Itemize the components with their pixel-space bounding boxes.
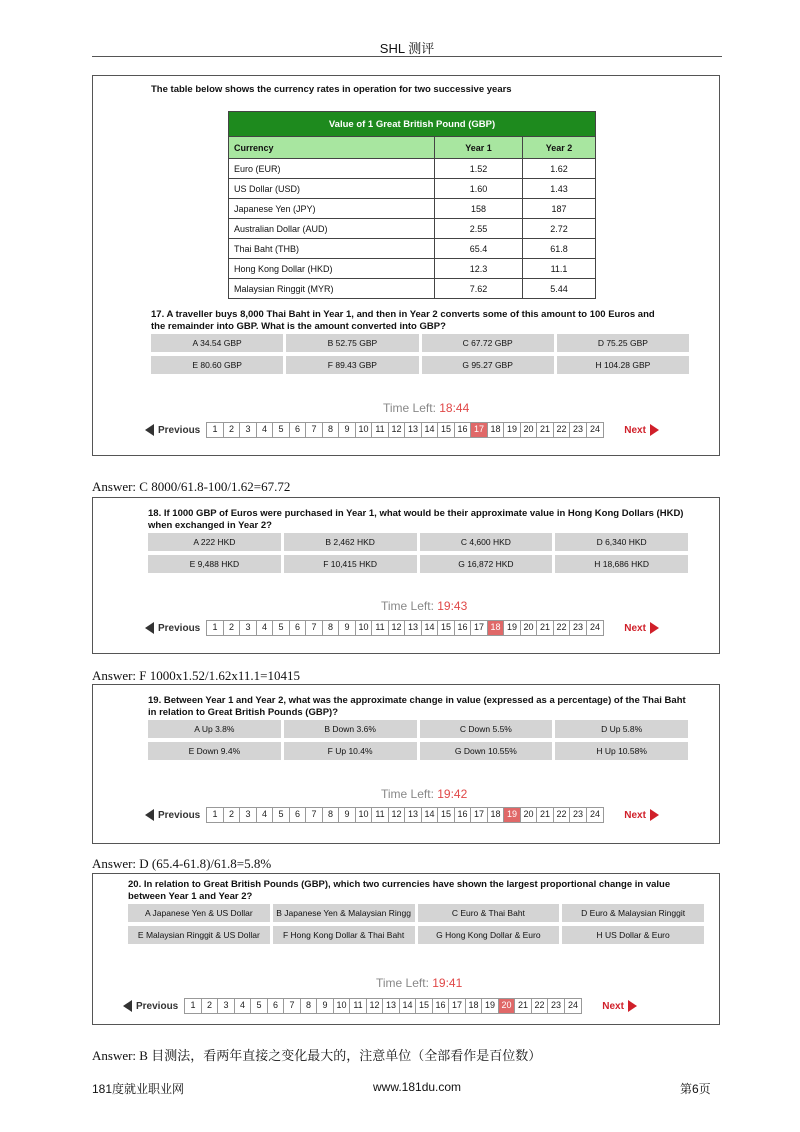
- arrow-left-icon: [145, 809, 154, 821]
- page-button-2[interactable]: 2: [202, 999, 219, 1013]
- option-d[interactable]: D 75.25 GBP: [557, 334, 689, 352]
- arrow-right-icon: [650, 622, 659, 634]
- arrow-left-icon: [145, 622, 154, 634]
- question-text: 17. A traveller buys 8,000 Thai Baht in Year 1, and then in Year 2 converts some of this amount to 100 Euros and the remainder into GBP. What is the amount converted into GBP?: [151, 309, 655, 332]
- page-button-6[interactable]: 6: [290, 423, 307, 437]
- cell-year1: 158: [435, 199, 523, 219]
- arrow-right-icon: [650, 809, 659, 821]
- page-button-6[interactable]: 6: [290, 808, 307, 822]
- next-label: Next: [624, 809, 646, 821]
- page-button-15[interactable]: 15: [438, 808, 455, 822]
- option-h[interactable]: H Up 10.58%: [555, 742, 688, 760]
- page-button-21[interactable]: 21: [515, 999, 532, 1013]
- page-button-23[interactable]: 23: [570, 423, 587, 437]
- cell-year2: 1.43: [523, 179, 596, 199]
- arrow-right-icon: [628, 1000, 637, 1012]
- page-button-17[interactable]: 17: [471, 808, 488, 822]
- arrow-left-icon: [145, 424, 154, 436]
- page-button-11[interactable]: 11: [350, 999, 367, 1013]
- col-currency: Currency: [229, 137, 435, 159]
- next-button[interactable]: [624, 424, 659, 436]
- page-button-20[interactable]: 20: [499, 999, 516, 1013]
- option-h[interactable]: H 104.28 GBP: [557, 356, 689, 374]
- question-20-panel: [92, 873, 720, 1025]
- page-button-23[interactable]: 23: [570, 808, 587, 822]
- option-b[interactable]: B 2,462 HKD: [284, 533, 417, 551]
- page-button-24[interactable]: 24: [589, 809, 600, 819]
- page-button-24[interactable]: 24: [589, 424, 600, 434]
- option-g[interactable]: G 95.27 GBP: [422, 356, 554, 374]
- cell-year2: 5.44: [523, 279, 596, 299]
- next-label: Next: [624, 424, 646, 436]
- option-g[interactable]: G 16,872 HKD: [420, 555, 553, 573]
- page-button-14[interactable]: 14: [422, 423, 439, 437]
- page-button-1[interactable]: 1: [185, 999, 202, 1013]
- page-button-1[interactable]: 1: [207, 621, 224, 635]
- cell-currency: US Dollar (USD): [229, 179, 435, 199]
- page-button-18[interactable]: 18: [488, 808, 505, 822]
- page-button-11[interactable]: 11: [372, 621, 389, 635]
- option-f[interactable]: F Up 10.4%: [284, 742, 417, 760]
- page-button-21[interactable]: 21: [537, 621, 554, 635]
- page-button-14[interactable]: 14: [422, 808, 439, 822]
- option-c[interactable]: C Euro & Thai Baht: [418, 904, 560, 922]
- option-e[interactable]: E 9,488 HKD: [148, 555, 281, 573]
- option-b[interactable]: B 52.75 GBP: [286, 334, 418, 352]
- page-button-12[interactable]: 12: [367, 999, 384, 1013]
- page-button-16[interactable]: 16: [455, 621, 472, 635]
- page-button-5[interactable]: 5: [251, 999, 268, 1013]
- page-button-24[interactable]: 24: [567, 1000, 578, 1010]
- page-button-17[interactable]: 17: [471, 423, 488, 437]
- cell-year2: 61.8: [523, 239, 596, 259]
- page-button-5[interactable]: 5: [273, 621, 290, 635]
- page-button-20[interactable]: 20: [521, 621, 538, 635]
- table-row: [229, 259, 596, 279]
- option-c[interactable]: C 67.72 GBP: [422, 334, 554, 352]
- answer-options: [128, 904, 704, 944]
- page-button-10[interactable]: 10: [334, 999, 351, 1013]
- page-button-9[interactable]: 9: [339, 621, 356, 635]
- previous-button[interactable]: [145, 622, 200, 634]
- page-button-4[interactable]: 4: [257, 621, 274, 635]
- page-button-10[interactable]: 10: [356, 621, 373, 635]
- cell-currency: Malaysian Ringgit (MYR): [229, 279, 435, 299]
- col-year2: Year 2: [523, 137, 596, 159]
- option-e[interactable]: E Down 9.4%: [148, 742, 281, 760]
- time-left: [381, 599, 467, 613]
- answer-19: Answer: D (65.4-61.8)/61.8=5.8%: [92, 856, 272, 871]
- pagination: [145, 807, 659, 823]
- option-g[interactable]: G Down 10.55%: [420, 742, 553, 760]
- footer-left: 181度就业职业网: [92, 1082, 185, 1096]
- page-button-5[interactable]: 5: [273, 423, 290, 437]
- time-left-label: Time Left:: [381, 599, 434, 613]
- page-button-21[interactable]: 21: [537, 808, 554, 822]
- page-button-18[interactable]: 18: [488, 423, 505, 437]
- answer-18: Answer: F 1000x1.52/1.62x11.1=10415: [92, 668, 300, 683]
- page-button-2[interactable]: 2: [224, 808, 241, 822]
- page-button-24[interactable]: 24: [589, 622, 600, 632]
- col-year1: Year 1: [435, 137, 523, 159]
- question-19-panel: [92, 684, 720, 844]
- option-e[interactable]: E Malaysian Ringgit & US Dollar: [128, 926, 270, 944]
- option-e[interactable]: E 80.60 GBP: [151, 356, 283, 374]
- cell-currency: Euro (EUR): [229, 159, 435, 179]
- page-button-2[interactable]: 2: [224, 621, 241, 635]
- previous-label: Previous: [158, 424, 201, 436]
- answer-options: [148, 720, 688, 760]
- page-button-7[interactable]: 7: [306, 423, 323, 437]
- page-button-7[interactable]: 7: [284, 999, 301, 1013]
- arrow-right-icon: [650, 424, 659, 436]
- page-button-10[interactable]: 10: [356, 423, 373, 437]
- page-button-9[interactable]: 9: [339, 423, 356, 437]
- page-button-12[interactable]: 12: [389, 423, 406, 437]
- time-left: [381, 787, 467, 801]
- page-button-19[interactable]: 19: [504, 423, 521, 437]
- page-button-8[interactable]: 8: [323, 808, 340, 822]
- cell-currency: Thai Baht (THB): [229, 239, 435, 259]
- page-button-19[interactable]: 19: [482, 999, 499, 1013]
- page-button-22[interactable]: 22: [554, 621, 571, 635]
- page-button-8[interactable]: 8: [301, 999, 318, 1013]
- page-button-15[interactable]: 15: [438, 621, 455, 635]
- page-list: [184, 998, 582, 1014]
- page-button-15[interactable]: 15: [416, 999, 433, 1013]
- option-h[interactable]: H 18,686 HKD: [555, 555, 688, 573]
- page-button-7[interactable]: 7: [306, 621, 323, 635]
- page-button-16[interactable]: 16: [433, 999, 450, 1013]
- previous-button[interactable]: [145, 424, 200, 436]
- page-button-3[interactable]: 3: [218, 999, 235, 1013]
- cell-year1: 2.55: [435, 219, 523, 239]
- previous-label: Previous: [158, 809, 201, 821]
- page-button-17[interactable]: 17: [471, 621, 488, 635]
- next-label: Next: [602, 1000, 624, 1012]
- time-left: [383, 401, 469, 415]
- question-text: 20. In relation to Great British Pounds (GBP), which two currencies have shown the largest proportional change in value between Year 1 and Year 2?: [128, 879, 671, 902]
- time-left-label: Time Left:: [383, 401, 436, 415]
- page-button-3[interactable]: 3: [240, 808, 257, 822]
- page-button-3[interactable]: 3: [240, 621, 257, 635]
- page-list: [206, 620, 604, 636]
- cell-year2: 1.62: [523, 159, 596, 179]
- page-button-6[interactable]: 6: [268, 999, 285, 1013]
- question-text: 19. Between Year 1 and Year 2, what was the approximate change in value (expressed as a percentage) of the Thai Baht in relation to Great British Pounds (GBP)?: [148, 695, 686, 718]
- question-text: 18. If 1000 GBP of Euros were purchased in Year 1, what would be their approximate value in Hong Kong Dollars (HKD) when exchanged in Year 2?: [148, 508, 684, 531]
- pagination: [145, 620, 659, 636]
- page-button-19[interactable]: 19: [504, 621, 521, 635]
- question-18-panel: [92, 497, 720, 654]
- time-left-value: 19:42: [437, 787, 468, 801]
- page-header: SHL 测评: [379, 41, 435, 56]
- pagination: [123, 998, 637, 1014]
- page-button-20[interactable]: 20: [521, 423, 538, 437]
- page-button-19[interactable]: 19: [504, 808, 521, 822]
- page-button-18[interactable]: 18: [466, 999, 483, 1013]
- time-left-value: 18:44: [439, 401, 470, 415]
- page-button-12[interactable]: 12: [389, 621, 406, 635]
- page-button-5[interactable]: 5: [273, 808, 290, 822]
- currency-table: [228, 111, 596, 299]
- option-f[interactable]: F 10,415 HKD: [284, 555, 417, 573]
- page-button-9[interactable]: 9: [317, 999, 334, 1013]
- previous-button[interactable]: [145, 809, 200, 821]
- page-button-1[interactable]: 1: [207, 808, 224, 822]
- page-button-13[interactable]: 13: [405, 621, 422, 635]
- page-list: [206, 422, 604, 438]
- page-button-7[interactable]: 7: [306, 808, 323, 822]
- option-f[interactable]: F 89.43 GBP: [286, 356, 418, 374]
- page-button-13[interactable]: 13: [405, 423, 422, 437]
- cell-year1: 7.62: [435, 279, 523, 299]
- cell-year2: 11.1: [523, 259, 596, 279]
- option-h[interactable]: H US Dollar & Euro: [562, 926, 704, 944]
- page-button-10[interactable]: 10: [356, 808, 373, 822]
- cell-currency: Japanese Yen (JPY): [229, 199, 435, 219]
- next-label: Next: [624, 622, 646, 634]
- page-button-14[interactable]: 14: [422, 621, 439, 635]
- cell-year1: 1.60: [435, 179, 523, 199]
- next-button[interactable]: [624, 622, 659, 634]
- answer-17: Answer: C 8000/61.8-100/1.62=67.72: [92, 479, 291, 494]
- option-c[interactable]: C Down 5.5%: [420, 720, 553, 738]
- option-g[interactable]: G Hong Kong Dollar & Euro: [418, 926, 560, 944]
- page-button-22[interactable]: 22: [554, 423, 571, 437]
- page-button-2[interactable]: 2: [224, 423, 241, 437]
- answer-options: [151, 334, 689, 374]
- header-divider: [92, 56, 722, 57]
- option-a[interactable]: A Japanese Yen & US Dollar: [128, 904, 270, 922]
- page-button-20[interactable]: 20: [521, 808, 538, 822]
- page-button-4[interactable]: 4: [257, 423, 274, 437]
- time-left: [376, 976, 462, 990]
- cell-year1: 65.4: [435, 239, 523, 259]
- cell-currency: Hong Kong Dollar (HKD): [229, 259, 435, 279]
- option-b[interactable]: B Down 3.6%: [284, 720, 417, 738]
- option-a[interactable]: A Up 3.8%: [148, 720, 281, 738]
- page-button-18[interactable]: 18: [488, 621, 505, 635]
- cell-year1: 1.52: [435, 159, 523, 179]
- page-button-17[interactable]: 17: [449, 999, 466, 1013]
- page-button-21[interactable]: 21: [537, 423, 554, 437]
- page-button-4[interactable]: 4: [235, 999, 252, 1013]
- option-f[interactable]: F Hong Kong Dollar & Thai Baht: [273, 926, 415, 944]
- next-button[interactable]: [602, 1000, 637, 1012]
- page-button-11[interactable]: 11: [372, 423, 389, 437]
- time-left-label: Time Left:: [381, 787, 434, 801]
- page-button-13[interactable]: 13: [405, 808, 422, 822]
- answer-20: Answer: B 目测法，看两年直接之变化最大的，注意单位（全部看作是百位数）: [92, 1048, 542, 1063]
- page-button-14[interactable]: 14: [400, 999, 417, 1013]
- table-row: [229, 199, 596, 219]
- previous-label: Previous: [158, 622, 201, 634]
- cell-currency: Australian Dollar (AUD): [229, 219, 435, 239]
- pagination: [145, 422, 659, 438]
- previous-button[interactable]: [123, 1000, 178, 1012]
- page-button-12[interactable]: 12: [389, 808, 406, 822]
- table-row: [229, 159, 596, 179]
- page-button-11[interactable]: 11: [372, 808, 389, 822]
- next-button[interactable]: [624, 809, 659, 821]
- option-b[interactable]: B Japanese Yen & Malaysian Ringg: [273, 904, 415, 922]
- table-row: [229, 179, 596, 199]
- page-list: [206, 807, 604, 823]
- table-row: [229, 279, 596, 299]
- option-a[interactable]: A 34.54 GBP: [151, 334, 283, 352]
- page-button-4[interactable]: 4: [257, 808, 274, 822]
- table-row: [229, 219, 596, 239]
- page-button-22[interactable]: 22: [554, 808, 571, 822]
- page-button-22[interactable]: 22: [532, 999, 549, 1013]
- cell-year2: 187: [523, 199, 596, 219]
- page-button-1[interactable]: 1: [207, 423, 224, 437]
- option-d[interactable]: D 6,340 HKD: [555, 533, 688, 551]
- footer-right: 第6页: [680, 1082, 711, 1096]
- page-button-15[interactable]: 15: [438, 423, 455, 437]
- table-row: [229, 239, 596, 259]
- option-c[interactable]: C 4,600 HKD: [420, 533, 553, 551]
- table-title: Value of 1 Great British Pound (GBP): [229, 112, 596, 137]
- time-left-value: 19:43: [437, 599, 468, 613]
- time-left-value: 19:41: [432, 976, 463, 990]
- footer-center: www.181du.com: [373, 1080, 462, 1094]
- arrow-left-icon: [123, 1000, 132, 1012]
- cell-year1: 12.3: [435, 259, 523, 279]
- page-button-16[interactable]: 16: [455, 423, 472, 437]
- question-17-panel: [92, 75, 720, 456]
- option-d[interactable]: D Euro & Malaysian Ringgit: [562, 904, 704, 922]
- option-d[interactable]: D Up 5.8%: [555, 720, 688, 738]
- previous-label: Previous: [136, 1000, 179, 1012]
- option-a[interactable]: A 222 HKD: [148, 533, 281, 551]
- page-button-16[interactable]: 16: [455, 808, 472, 822]
- page-button-9[interactable]: 9: [339, 808, 356, 822]
- answer-options: [148, 533, 688, 573]
- page-button-6[interactable]: 6: [290, 621, 307, 635]
- page-button-3[interactable]: 3: [240, 423, 257, 437]
- page-button-8[interactable]: 8: [323, 621, 340, 635]
- table-intro: The table below shows the currency rates in operation for two successive years: [151, 84, 512, 95]
- cell-year2: 2.72: [523, 219, 596, 239]
- page-button-23[interactable]: 23: [570, 621, 587, 635]
- page-button-23[interactable]: 23: [548, 999, 565, 1013]
- page-button-8[interactable]: 8: [323, 423, 340, 437]
- time-left-label: Time Left:: [376, 976, 429, 990]
- page-button-13[interactable]: 13: [383, 999, 400, 1013]
